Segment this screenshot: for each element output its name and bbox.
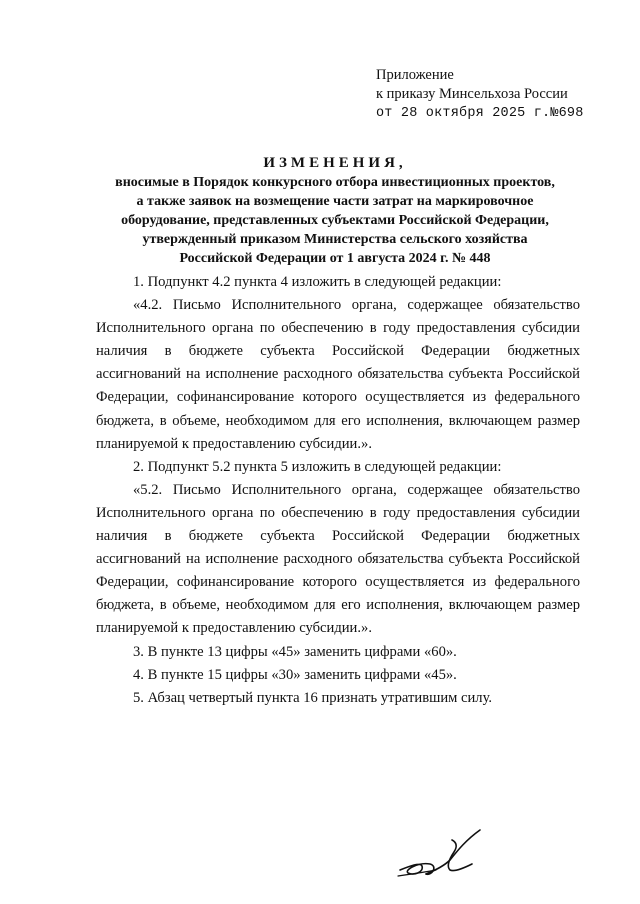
appendix-order-reference: к приказу Минсельхоза России	[376, 86, 568, 102]
paragraph-item-5: 5. Абзац четвертый пункта 16 признать утратившим силу.	[133, 689, 493, 706]
signature-icon	[392, 826, 502, 882]
heading-line-2: а также заявок на возмещение части затрат на маркировочное	[136, 194, 534, 209]
heading-line-4: утвержденный приказом Министерства сельского хозяйства	[142, 232, 528, 247]
heading-line-3: оборудование, представленных субъектами Российской Федерации,	[121, 213, 549, 228]
paragraph-item-3: 3. В пункте 13 цифры «45» заменить цифрами «60».	[133, 643, 457, 660]
heading-line-5: Российской Федерации от 1 августа 2024 г. № 448	[179, 251, 491, 266]
handwritten-signature	[392, 826, 502, 882]
appendix-date: от 28 октября 2025 г.№698	[376, 106, 584, 121]
appendix-label: Приложение	[376, 67, 454, 83]
document-title: ИЗМЕНЕНИЯ,	[263, 155, 407, 171]
paragraph-item-2: 2. Подпункт 5.2 пункта 5 изложить в следующей редакции:	[133, 458, 502, 475]
document-heading	[90, 153, 580, 268]
paragraph-quote-5-2: «5.2. Письмо Исполнительного органа, содержащее обязательство Исполнительного органа по обеспечению в году предоставления субсидии наличия в бюджете субъекта Российской Федерации бюджетных ассигнований на исполнение расходного обязательства субъекта Российской Федерации, софинансирование которого осуществляется из федерального бюджета, в объеме, необходимом для его исполнения, включающем размер планируемой к предоставлению субсидии.».	[96, 481, 580, 637]
document-body	[96, 271, 580, 710]
paragraph-quote-4-2: «4.2. Письмо Исполнительного органа, содержащее обязательство Исполнительного органа по обеспечению в году предоставления субсидии наличия в бюджете субъекта Российской Федерации бюджетных ассигнований на исполнение расходного обязательства субъекта Российской Федерации, софинансирование которого осуществляется из федерального бюджета, в объеме, необходимом для его исполнения, включающем размер планируемой к предоставлению субсидии.».	[96, 297, 580, 452]
paragraph-item-4: 4. В пункте 15 цифры «30» заменить цифрами «45».	[133, 666, 457, 683]
heading-line-1: вносимые в Порядок конкурсного отбора инвестиционных проектов,	[115, 175, 555, 190]
paragraph-item-1: 1. Подпункт 4.2 пункта 4 изложить в следующей редакции:	[133, 274, 502, 290]
appendix-block	[376, 66, 584, 123]
